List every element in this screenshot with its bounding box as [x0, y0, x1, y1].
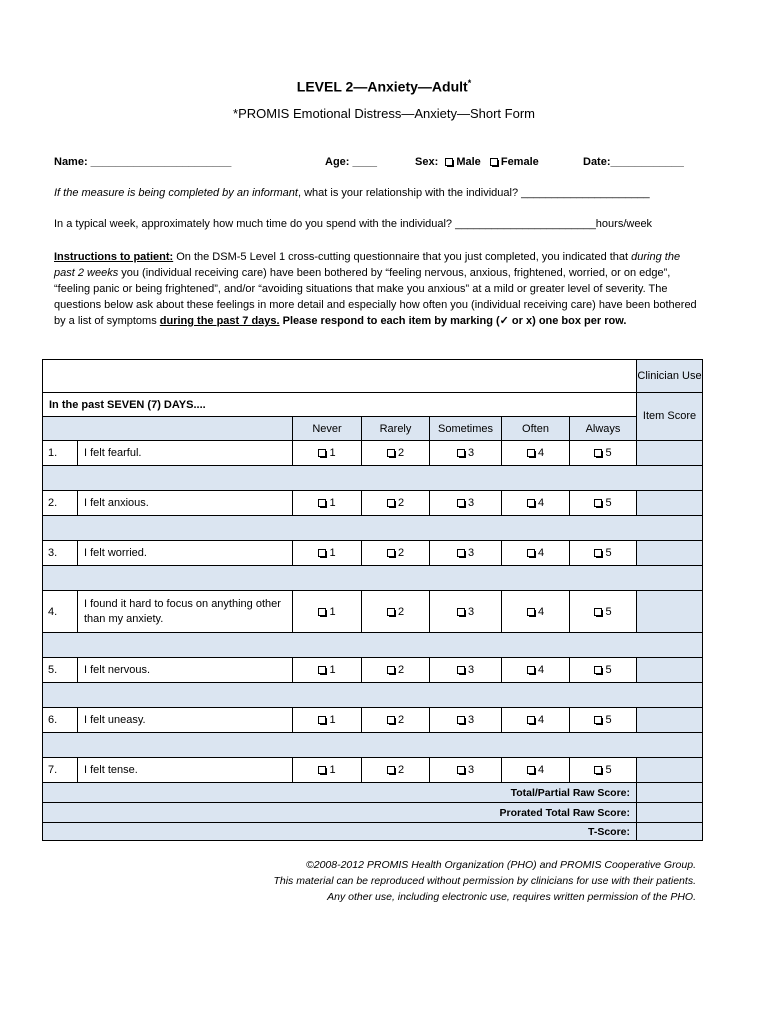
spacer-row: [43, 566, 703, 591]
option-sometimes-cell[interactable]: [430, 441, 502, 466]
option-always-cell[interactable]: [570, 708, 637, 733]
checkbox-icon[interactable]: [594, 549, 602, 557]
checkbox-icon[interactable]: [318, 766, 326, 774]
option-rarely-cell[interactable]: [362, 658, 430, 683]
typical-week-question[interactable]: In a typical week, approximately how much time do you spend with the individual? _______________________hours/week: [54, 218, 653, 230]
checkbox-icon[interactable]: [318, 608, 326, 616]
item-text: I felt anxious.: [78, 491, 293, 516]
instructions-respond: Please respond to each item by marking (✓ or x) one box per row.: [279, 315, 627, 327]
checkbox-icon[interactable]: [318, 666, 326, 674]
option-value: 4: [537, 547, 545, 559]
checkbox-icon[interactable]: [457, 499, 465, 507]
sex-label: Sex:: [415, 156, 439, 168]
title-footnote-mark: *: [467, 78, 472, 88]
spacer-cell: [43, 566, 703, 591]
option-header-often: Often: [502, 417, 570, 441]
informant-italic: If the measure is being completed by an informant: [54, 187, 298, 199]
option-value: 2: [397, 664, 405, 676]
option-never-cell[interactable]: [293, 708, 362, 733]
spacer-row: [43, 466, 703, 491]
spacer-row: [43, 516, 703, 541]
table-row: [43, 708, 703, 733]
informant-rest: , what is your relationship with the individual? _____________________: [297, 187, 650, 199]
option-value: 2: [397, 605, 405, 618]
checkbox-icon[interactable]: [527, 608, 535, 616]
option-always-cell[interactable]: [570, 658, 637, 683]
spacer-cell: [43, 466, 703, 491]
option-value: 2: [397, 547, 405, 559]
checkbox-icon[interactable]: [594, 499, 602, 507]
checkbox-icon[interactable]: [318, 499, 326, 507]
option-value: 5: [605, 497, 612, 509]
total-raw-score-label: Total/Partial Raw Score:: [43, 783, 637, 803]
option-value: 5: [605, 447, 612, 459]
instructions: [54, 249, 700, 329]
option-value: 5: [605, 764, 612, 776]
total-raw-score-cell[interactable]: [637, 783, 703, 803]
checkbox-icon[interactable]: [594, 716, 602, 724]
option-never-cell[interactable]: [293, 658, 362, 683]
name-field[interactable]: Name: _______________________: [54, 156, 232, 168]
option-never-cell[interactable]: [293, 541, 362, 566]
item-text: I found it hard to focus on anything other than my anxiety.: [78, 591, 293, 633]
checkbox-icon[interactable]: [457, 449, 465, 457]
checkbox-icon[interactable]: [527, 666, 535, 674]
option-header-sometimes: Sometimes: [430, 417, 502, 441]
item-score-cell[interactable]: [637, 591, 703, 633]
option-value: 5: [605, 664, 612, 676]
option-header-rarely: Rarely: [362, 417, 430, 441]
instructions-lead: Instructions to patient:: [54, 251, 174, 263]
option-value: 3: [467, 547, 475, 559]
checkbox-icon[interactable]: [527, 549, 535, 557]
total-score-row: [43, 783, 703, 803]
checkbox-icon[interactable]: [527, 499, 535, 507]
option-value: 2: [397, 447, 405, 459]
option-sometimes-cell[interactable]: [430, 758, 502, 783]
option-value: 2: [397, 714, 405, 726]
option-value: 4: [537, 605, 545, 618]
t-score-cell[interactable]: [637, 823, 703, 841]
period-header: In the past SEVEN (7) DAYS....: [43, 393, 637, 417]
table-row: [43, 591, 703, 633]
option-value: 1: [329, 605, 336, 618]
options-header-row: [43, 417, 703, 441]
prorated-score-row: [43, 803, 703, 823]
checkbox-icon[interactable]: [387, 608, 395, 616]
option-value: 1: [329, 447, 336, 459]
item-number: 2.: [43, 491, 78, 516]
table-top-blank: [43, 360, 637, 393]
item-text: I felt uneasy.: [78, 708, 293, 733]
option-rarely-cell[interactable]: [362, 541, 430, 566]
option-rarely-cell[interactable]: [362, 708, 430, 733]
checkbox-icon[interactable]: [457, 549, 465, 557]
item-number: 5.: [43, 658, 78, 683]
item-score-cell[interactable]: [637, 541, 703, 566]
option-value: 4: [537, 664, 545, 676]
option-never-cell[interactable]: [293, 491, 362, 516]
item-score-cell[interactable]: [637, 708, 703, 733]
informant-question[interactable]: [54, 187, 650, 199]
spacer-row: [43, 733, 703, 758]
checkbox-icon[interactable]: [387, 666, 395, 674]
option-always-cell[interactable]: [570, 541, 637, 566]
spacer-cell: [43, 683, 703, 708]
option-value: 1: [329, 497, 336, 509]
checkbox-icon[interactable]: [457, 608, 465, 616]
footer-restriction: Any other use, including electronic use, requires written permission of the PHO.: [327, 891, 696, 903]
option-value: 2: [397, 497, 405, 509]
footer-permission: This material can be reproduced without permission by clinicians for use with their patients.: [273, 875, 696, 887]
checkbox-icon[interactable]: [527, 766, 535, 774]
checkbox-icon[interactable]: [318, 549, 326, 557]
option-never-cell[interactable]: [293, 758, 362, 783]
option-value: 3: [467, 664, 475, 676]
option-value: 3: [467, 605, 475, 618]
option-sometimes-cell[interactable]: [430, 591, 502, 633]
option-rarely-cell[interactable]: [362, 758, 430, 783]
instructions-period: during the past 7 days.: [159, 315, 280, 327]
instructions-part-2: you (individual receiving care) have been bothered by “feeling nervous, anxious, frightened, worried, or on edge”, “feeling panic or being frightened”, and/or “avoiding situations that make you anxious” at a mild or greater level of severity. The questions below ask about these feelings in more detail and especially how often you (individual receiving care) have been bothered by a list of symptoms: [54, 267, 697, 327]
checkbox-icon[interactable]: [457, 666, 465, 674]
checkbox-icon[interactable]: [457, 716, 465, 724]
title-text: LEVEL 2—Anxiety—Adult: [296, 78, 468, 95]
item-text: I felt tense.: [78, 758, 293, 783]
checkbox-icon[interactable]: [318, 449, 326, 457]
checkbox-icon[interactable]: [318, 716, 326, 724]
spacer-row: [43, 683, 703, 708]
date-field[interactable]: Date:____________: [583, 156, 684, 168]
female-checkbox[interactable]: [490, 158, 498, 166]
item-score-cell[interactable]: [637, 491, 703, 516]
checkbox-icon[interactable]: [387, 499, 395, 507]
table-row: [43, 541, 703, 566]
option-value: 4: [537, 714, 545, 726]
instructions-italic: during the past 2 weeks: [54, 251, 681, 279]
female-label: Female: [500, 156, 539, 168]
table-row: [43, 758, 703, 783]
option-sometimes-cell[interactable]: [430, 541, 502, 566]
t-score-row: [43, 823, 703, 841]
option-header-never: Never: [293, 417, 362, 441]
spacer-cell: [43, 733, 703, 758]
table-row: [43, 491, 703, 516]
prorated-raw-score-cell[interactable]: [637, 803, 703, 823]
spacer-row: [43, 633, 703, 658]
option-often-cell[interactable]: [502, 758, 570, 783]
option-value: 5: [605, 605, 612, 618]
t-score-label: T-Score:: [43, 823, 637, 841]
table-row: [43, 658, 703, 683]
option-value: 3: [467, 714, 475, 726]
page-subtitle: *PROMIS Emotional Distress—Anxiety—Short Form: [233, 106, 535, 121]
instructions-part-1: On the DSM-5 Level 1 cross-cutting questionnaire that you just completed, you indicated that: [173, 251, 632, 263]
option-value: 4: [537, 764, 545, 776]
male-checkbox[interactable]: [445, 158, 453, 166]
option-header-always: Always: [570, 417, 637, 441]
checkbox-icon[interactable]: [387, 716, 395, 724]
item-number: 1.: [43, 441, 78, 466]
option-always-cell[interactable]: [570, 441, 637, 466]
option-often-cell[interactable]: [502, 658, 570, 683]
sex-field: [415, 156, 539, 168]
item-score-cell[interactable]: [637, 758, 703, 783]
option-sometimes-cell[interactable]: [430, 491, 502, 516]
option-sometimes-cell[interactable]: [430, 708, 502, 733]
option-value: 4: [537, 497, 545, 509]
spacer-cell: [43, 516, 703, 541]
option-value: 3: [467, 447, 475, 459]
item-number: 6.: [43, 708, 78, 733]
option-value: 1: [329, 547, 336, 559]
option-always-cell[interactable]: [570, 491, 637, 516]
option-sometimes-cell[interactable]: [430, 658, 502, 683]
option-value: 5: [605, 714, 612, 726]
option-often-cell[interactable]: [502, 591, 570, 633]
option-never-cell[interactable]: [293, 441, 362, 466]
checkbox-icon[interactable]: [594, 666, 602, 674]
option-value: 1: [329, 764, 336, 776]
item-text: I felt nervous.: [78, 658, 293, 683]
option-often-cell[interactable]: [502, 708, 570, 733]
option-rarely-cell[interactable]: [362, 491, 430, 516]
item-score-cell[interactable]: [637, 441, 703, 466]
checkbox-icon[interactable]: [594, 449, 602, 457]
checkbox-icon[interactable]: [387, 766, 395, 774]
option-value: 2: [397, 764, 405, 776]
item-text: I felt fearful.: [78, 441, 293, 466]
option-value: 5: [605, 547, 612, 559]
option-value: 1: [329, 664, 336, 676]
option-value: 3: [467, 497, 475, 509]
male-label: Male: [456, 156, 481, 168]
clinician-use-header: Clinician Use: [637, 360, 703, 393]
option-value: 3: [467, 764, 475, 776]
anxiety-table: [42, 359, 703, 841]
options-header-blank: [43, 417, 293, 441]
checkbox-icon[interactable]: [527, 716, 535, 724]
spacer-cell: [43, 633, 703, 658]
checkbox-icon[interactable]: [594, 766, 602, 774]
item-score-cell[interactable]: [637, 658, 703, 683]
prorated-raw-score-label: Prorated Total Raw Score:: [43, 803, 637, 823]
option-value: 4: [537, 447, 545, 459]
option-always-cell[interactable]: [570, 591, 637, 633]
checkbox-icon[interactable]: [527, 449, 535, 457]
option-never-cell[interactable]: [293, 591, 362, 633]
option-often-cell[interactable]: [502, 541, 570, 566]
option-rarely-cell[interactable]: [362, 591, 430, 633]
option-rarely-cell[interactable]: [362, 441, 430, 466]
option-often-cell[interactable]: [502, 491, 570, 516]
checkbox-icon[interactable]: [457, 766, 465, 774]
age-field[interactable]: Age: ____: [325, 156, 377, 168]
checkbox-icon[interactable]: [387, 549, 395, 557]
option-often-cell[interactable]: [502, 441, 570, 466]
table-row: [43, 441, 703, 466]
item-number: 3.: [43, 541, 78, 566]
item-text: I felt worried.: [78, 541, 293, 566]
option-value: 1: [329, 714, 336, 726]
item-number: 7.: [43, 758, 78, 783]
item-score-header: Item Score: [637, 393, 703, 441]
option-always-cell[interactable]: [570, 758, 637, 783]
page-title: [0, 78, 768, 95]
checkbox-icon[interactable]: [594, 608, 602, 616]
item-number: 4.: [43, 591, 78, 633]
footer-copyright: ©2008-2012 PROMIS Health Organization (PHO) and PROMIS Cooperative Group.: [306, 859, 696, 871]
checkbox-icon[interactable]: [387, 449, 395, 457]
